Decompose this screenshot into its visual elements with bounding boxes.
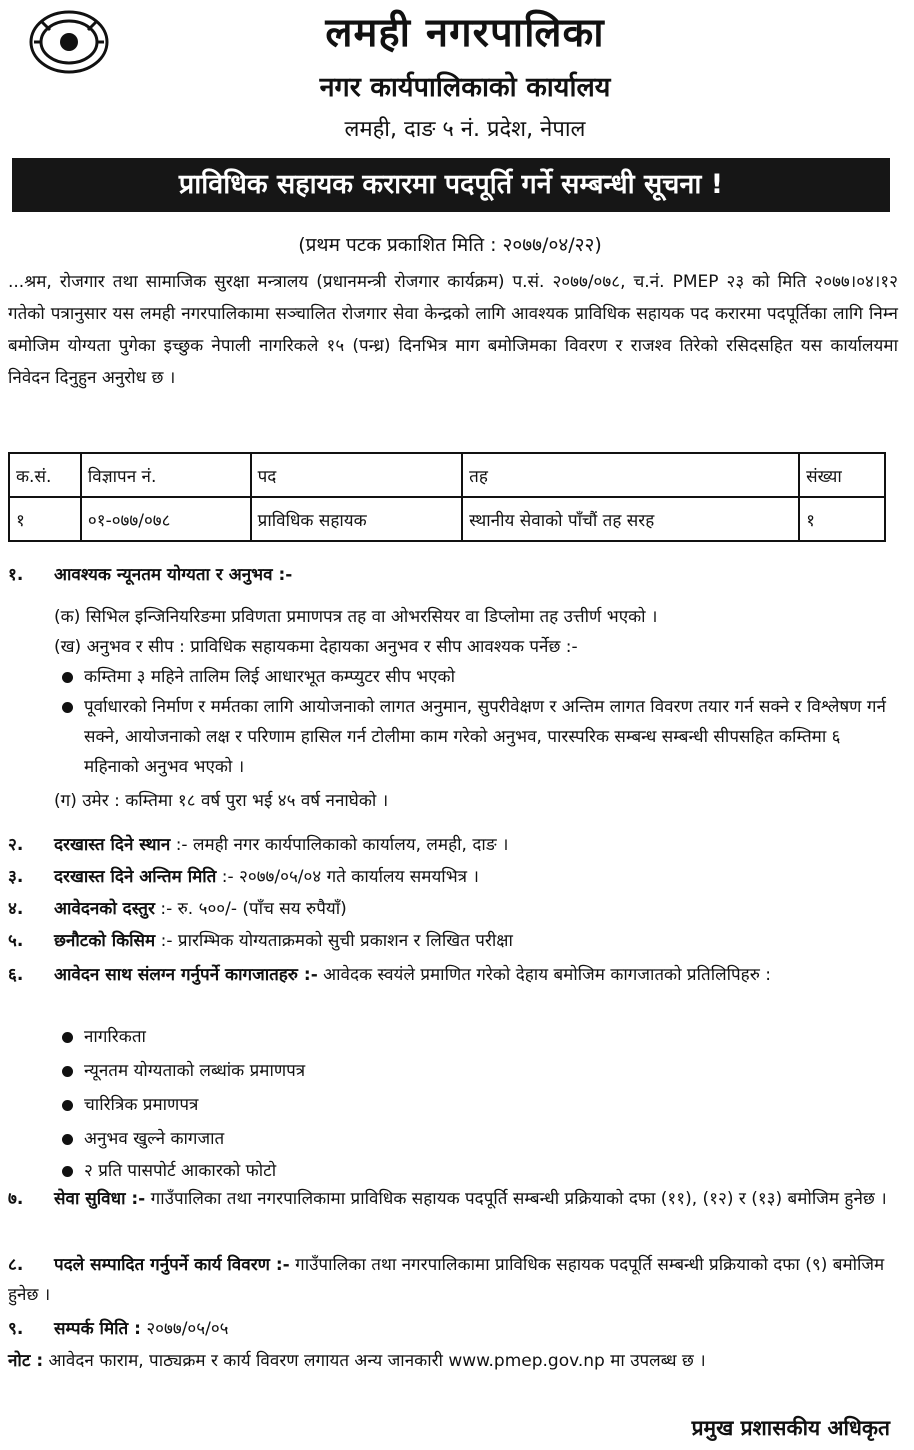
municipality-emblem-icon [28,8,110,74]
section-text: :- लमही नगर कार्यपालिकाको कार्यालय, लमही, दाङ । [175,835,509,855]
section-title: छनौटको किसिम [54,931,156,951]
bullet-icon [62,1032,73,1043]
section-number: ८. [8,1255,24,1275]
list-item-text: पूर्वाधारको निर्माण र मर्मतका लागि आयोजनाको लागत अनुमान, सुपरीवेक्षण र अन्तिम लागत विवरण तयार गर्न सक्ने र विश्लेषण गर्न सक्ने, आयोजनाको लक्ष र परिणाम हासिल गर्न टोलीमा काम गरेको अनुभव, पारस्परिक सम्बन्ध सम्बन्धी सीपसहित कम्तिमा ६ महिनाको अनुभव भएको । [84,697,886,777]
section-8 [8,1250,900,1310]
office-name: नगर कार्यपालिकाको कार्यालय [319,72,611,103]
table-cell: स्थानीय सेवाको पाँचौं तह सरह [462,497,799,541]
section-number: १. [8,565,24,585]
list-item-text: न्यूनतम योग्यताको लब्धांक प्रमाणपत्र [84,1061,306,1081]
vacancy-table [8,452,886,542]
section-text: :- २०७७/०५/०४ गते कार्यालय समयभित्र । [221,867,479,887]
municipality-name: लमही नगरपालिका [325,10,605,56]
section-number: ६. [8,965,24,985]
list-item [58,662,894,692]
list-item [58,1156,894,1186]
list-item-text: २ प्रति पासपोर्ट आकारको फोटो [84,1161,277,1181]
intro-paragraph: ...श्रम, रोजगार तथा सामाजिक सुरक्षा मन्त्रालय (प्रधानमन्त्री रोजगार कार्यक्रम) प.सं. २०७७/०७८, च.नं. PMEP २३ को मिति २०७७।०४।१२ गतेको पत्रानुसार यस लमही नगरपालिकामा सञ्चालित रोजगार सेवा केन्द्रको लागि आवश्यक प्राविधिक सहायक पद करारमा पदपूर्तिका लागि निम्न बमोजिम योग्यता पुगेका इच्छुक नेपाली नागरिकले १५ (पन्ध्र) दिनभित्र माग बमोजिमका विवरण र राजश्व तिरेको रसिदसहित यस कार्यालयमा निवेदन दिनुहुन अनुरोध छ । [8,272,898,388]
section-number: ४. [8,899,24,919]
publish-date: (प्रथम पटक प्रकाशित मिति : २०७७/०४/२२) [298,234,602,256]
section-title: आवेदनको दस्तुर [54,899,155,919]
section-text: गाउँपालिका तथा नगरपालिकामा प्राविधिक सहायक पदपूर्ति सम्बन्धी प्रक्रियाको दफा (११), (१२) र (१३) बमोजिम हुनेछ । [150,1189,887,1209]
table-row [9,497,885,541]
signatory-title: प्रमुख प्रशासकीय अधिकृत [691,1416,890,1440]
section-6 [8,960,900,990]
section-text: २०७७/०५/०५ [146,1319,229,1339]
bullet-icon [62,672,73,683]
note-text: आवेदन फाराम, पाठ्यक्रम र कार्य विवरण लगायत अन्य जानकारी www.pmep.gov.np मा उपलब्ध छ । [48,1351,706,1371]
list-item-text: अनुभव खुल्ने कागजात [84,1129,225,1149]
table-cell: प्राविधिक सहायक [251,497,462,541]
section-7 [8,1184,900,1214]
qualification-ka: (क) सिभिल इन्जिनियरिङमा प्रविणता प्रमाणपत्र तह वा ओभरसियर वा डिप्लोमा तह उत्तीर्ण भएको । [54,607,658,627]
section-title: दरखास्त दिने स्थान [54,835,171,855]
list-item-text: नागरिकता [84,1027,146,1047]
list-item-text: कम्तिमा ३ महिने तालिम लिई आधारभूत कम्प्युटर सीप भएको [84,667,455,687]
section-number: ९. [8,1319,24,1339]
table-header: पद [251,453,462,497]
section-text: गाउँपालिका तथा नगरपालिकामा प्राविधिक सहायक पदपूर्ति सम्बन्धी प्रक्रियाको दफा (९) बमोजिम हुनेछ । [8,1255,885,1305]
section-text: :- प्रारम्भिक योग्यताक्रमको सुची प्रकाशन र लिखित परीक्षा [160,931,513,951]
list-item [58,1056,894,1086]
section-3 [8,862,900,892]
section-text: :- रु. ५००/- (पाँच सय रुपैयाँ) [160,899,347,919]
section-title: सेवा सुविधा :- [54,1189,146,1209]
bullet-icon [62,1166,73,1177]
section-number: ५. [8,931,24,951]
section-5 [8,926,900,956]
section-title: आवश्यक न्यूनतम योग्यता र अनुभव :- [54,565,293,585]
bullet-icon [62,1134,73,1145]
qualification-ga: (ग) उमेर : कम्तिमा १८ वर्ष पुरा भई ४५ वर्ष ननाघेको । [54,791,389,811]
section-title: आवेदन साथ संलग्न गर्नुपर्ने कागजातहरु :- [54,965,318,985]
section-text: आवेदक स्वयंले प्रमाणित गरेको देहाय बमोजिम कागजातको प्रतिलिपिहरु : [323,965,772,985]
section-number: ३. [8,867,24,887]
list-item [58,1124,894,1154]
notice-title: प्राविधिक सहायक करारमा पदपूर्ति गर्ने सम्बन्धी सूचना ! [12,158,890,212]
table-header: क.सं. [9,453,81,497]
bullet-icon [62,1066,73,1077]
section-title: सम्पर्क मिति : [54,1319,141,1339]
table-header-row [9,453,885,497]
section-2 [8,830,900,860]
list-item [58,692,894,782]
table-cell: १ [9,497,81,541]
section-title: दरखास्त दिने अन्तिम मिति [54,867,217,887]
office-address: लमही, दाङ ५ नं. प्रदेश, नेपाल [344,117,586,142]
table-cell: १ [799,497,885,541]
bullet-icon [62,702,73,713]
list-item [58,1022,894,1052]
table-header: विज्ञापन नं. [81,453,251,497]
table-header: संख्या [799,453,885,497]
list-item [58,1090,894,1120]
bullet-icon [62,1100,73,1111]
note [8,1346,900,1376]
note-label: नोट : [8,1351,44,1371]
list-item-text: चारित्रिक प्रमाणपत्र [84,1095,199,1115]
table-cell: ०१-०७७/०७८ [81,497,251,541]
table-header: तह [462,453,799,497]
section-title: पदले सम्पादित गर्नुपर्ने कार्य विवरण :- [54,1255,290,1275]
qualification-kha: (ख) अनुभव र सीप : प्राविधिक सहायकमा देहायका अनुभव र सीप आवश्यक पर्नेछ :- [54,637,578,657]
section-number: ७. [8,1189,24,1209]
section-1-heading [8,560,900,590]
section-4 [8,894,900,924]
section-9 [8,1314,900,1344]
section-number: २. [8,835,24,855]
